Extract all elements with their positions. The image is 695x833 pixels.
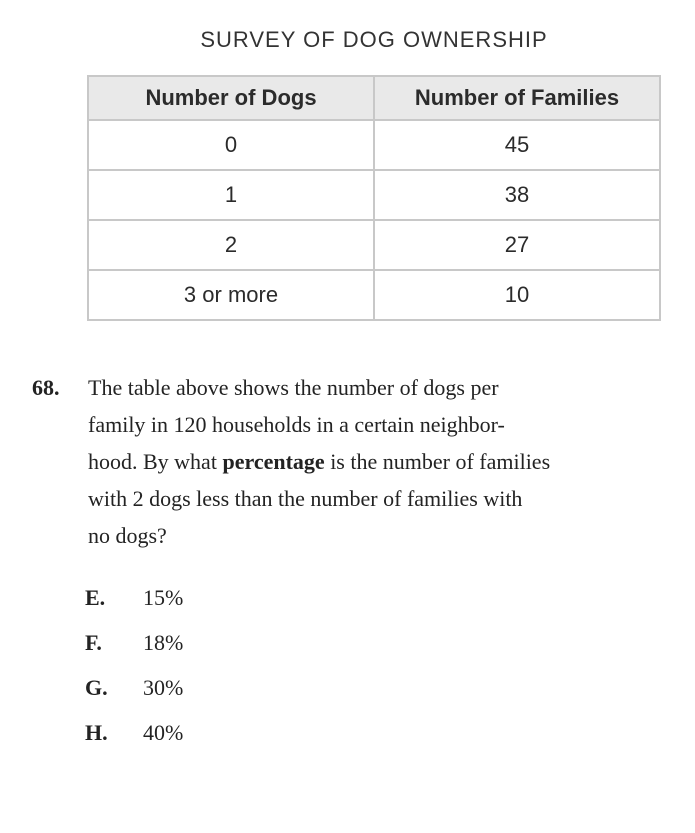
question-line-segment-bold: percentage [222, 449, 325, 474]
table-row [88, 220, 660, 270]
question-line: with 2 dogs less than the number of families with [88, 486, 523, 511]
choice-letter: F. [85, 629, 102, 655]
choice-row-E [85, 575, 695, 620]
cell-families: 38 [374, 170, 660, 220]
table-row [88, 170, 660, 220]
question-line-segment: hood. By what [88, 449, 223, 474]
choice-row-F [85, 620, 695, 665]
question-text [88, 369, 550, 554]
cell-dogs: 3 or more [88, 270, 374, 320]
dog-ownership-figure [87, 28, 661, 321]
cell-families: 45 [374, 120, 660, 170]
table-row [88, 270, 660, 320]
choice-row-H [85, 710, 695, 755]
table-row [88, 120, 660, 170]
table-title: SURVEY OF DOG OWNERSHIP [200, 27, 548, 52]
table-header-row [88, 76, 660, 120]
choice-letter: G. [85, 674, 108, 700]
question-line: The table above shows the number of dogs per [88, 375, 499, 400]
choice-value: 18% [143, 629, 184, 655]
question-line-segment: is the number of families [324, 449, 551, 474]
question-line [88, 443, 550, 480]
cell-families: 10 [374, 270, 660, 320]
cell-families: 27 [374, 220, 660, 270]
col-header-number-of-families: Number of Families [374, 76, 660, 120]
question-number: 68. [32, 375, 60, 400]
choice-value: 30% [143, 674, 184, 700]
choice-row-G [85, 665, 695, 710]
col-header-number-of-dogs: Number of Dogs [88, 76, 374, 120]
cell-dogs: 1 [88, 170, 374, 220]
question-68 [0, 369, 695, 554]
question-line: family in 120 households in a certain neighbor- [88, 412, 505, 437]
cell-dogs: 0 [88, 120, 374, 170]
question-line: no dogs? [88, 523, 167, 548]
answer-choices [0, 575, 695, 755]
choice-letter: E. [85, 584, 106, 610]
choice-value: 15% [143, 584, 184, 610]
choice-letter: H. [85, 719, 108, 745]
cell-dogs: 2 [88, 220, 374, 270]
choice-value: 40% [143, 719, 184, 745]
dog-ownership-table [87, 75, 661, 321]
